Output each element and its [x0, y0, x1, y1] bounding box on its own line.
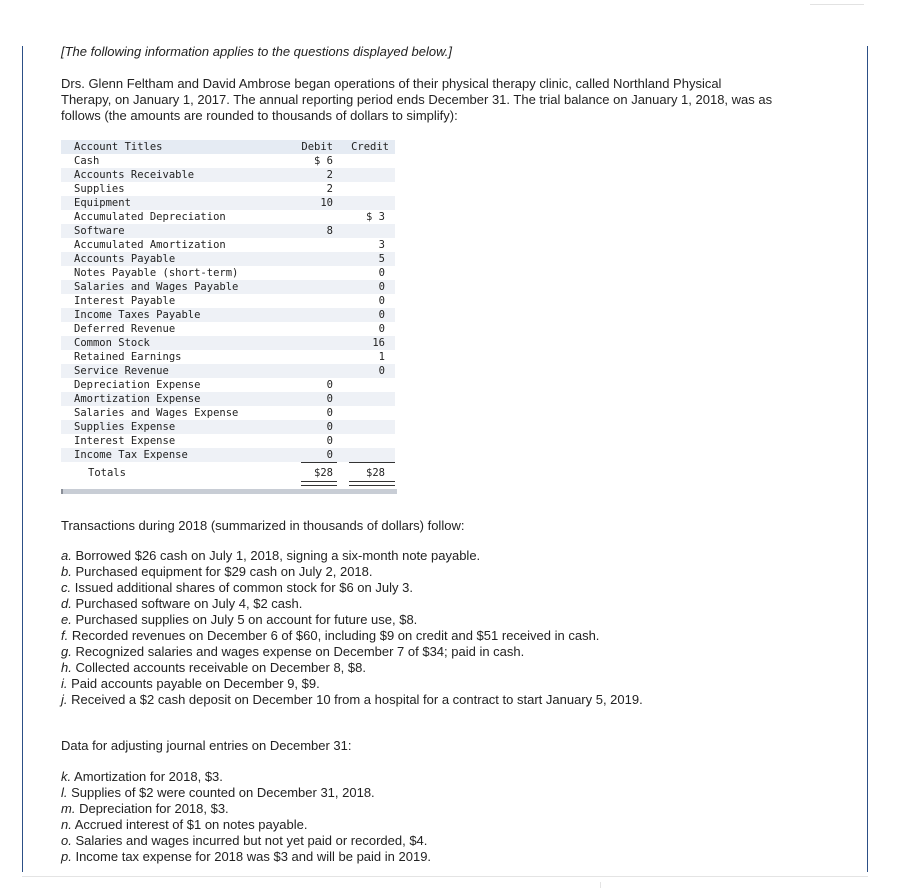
table-row: [61, 364, 395, 378]
item-text: Paid accounts payable on December 9, $9.: [71, 676, 320, 691]
table-row: [61, 168, 395, 182]
list-item: [61, 580, 643, 596]
credit-cell: 0: [378, 365, 385, 377]
account-title-cell: Interest Payable: [74, 295, 176, 307]
totals-debit: $28: [314, 467, 333, 479]
intro-note: [The following information applies to the questions displayed below.]: [61, 44, 452, 59]
adjustments-list: [61, 769, 431, 865]
item-text: Purchased software on July 4, $2 cash.: [75, 596, 303, 611]
list-item: [61, 785, 431, 801]
account-title-cell: Salaries and Wages Expense: [74, 407, 239, 419]
bottom-tick: [600, 882, 601, 888]
account-title-cell: Service Revenue: [74, 365, 169, 377]
item-label: e.: [61, 612, 72, 627]
list-item: [61, 801, 431, 817]
credit-cell: 0: [378, 295, 385, 307]
account-title-cell: Supplies: [74, 183, 125, 195]
credit-cell: 0: [378, 323, 385, 335]
item-text: Collected accounts receivable on December 8, $8.: [75, 660, 366, 675]
item-label: i.: [61, 676, 68, 691]
item-text: Depreciation for 2018, $3.: [79, 801, 229, 816]
problem-paragraph: [61, 76, 831, 124]
frame-left-border: [22, 46, 23, 872]
item-label: b.: [61, 564, 72, 579]
table-row: [61, 238, 395, 252]
table-row: [61, 336, 395, 350]
item-label: j.: [61, 692, 68, 707]
table-row: [61, 210, 395, 224]
list-item: [61, 833, 431, 849]
bottom-divider: [22, 876, 868, 877]
account-title-cell: Common Stock: [74, 337, 150, 349]
table-row: [61, 406, 395, 420]
table-row: [61, 196, 395, 210]
table-row: [61, 350, 395, 364]
list-item: [61, 660, 643, 676]
account-title-cell: Cash: [74, 155, 100, 167]
item-text: Accrued interest of $1 on notes payable.: [74, 817, 308, 832]
credit-cell: 3: [378, 239, 385, 251]
totals-row: [61, 463, 395, 481]
item-label: k.: [61, 769, 72, 784]
table-row: [61, 252, 395, 266]
account-title-cell: Retained Earnings: [74, 351, 182, 363]
list-item: [61, 849, 431, 865]
debit-cell: 10: [320, 197, 333, 209]
item-text: Purchased equipment for $29 cash on July 2, 2018.: [75, 564, 373, 579]
debit-cell: 0: [326, 379, 333, 391]
credit-cell: 1: [378, 351, 385, 363]
item-text: Supplies of $2 were counted on December 31, 2018.: [71, 785, 375, 800]
paragraph-line: follows (the amounts are rounded to thousands of dollars to simplify):: [61, 108, 458, 123]
credit-cell: $ 3: [366, 211, 385, 223]
account-title-cell: Accumulated Amortization: [74, 239, 226, 251]
debit-cell: 0: [326, 449, 333, 461]
account-title-cell: Depreciation Expense: [74, 379, 201, 391]
item-label: l.: [61, 785, 68, 800]
list-item: [61, 548, 643, 564]
item-text: Purchased supplies on July 5 on account for future use, $8.: [75, 612, 418, 627]
account-title-cell: Amortization Expense: [74, 393, 201, 405]
list-item: [61, 644, 643, 660]
account-title-cell: Salaries and Wages Payable: [74, 281, 239, 293]
credit-cell: 16: [372, 337, 385, 349]
item-text: Received a $2 cash deposit on December 10 from a hospital for a contract to start January 5, 2019.: [71, 692, 643, 707]
list-item: [61, 676, 643, 692]
table-row: [61, 378, 395, 392]
credit-cell: 0: [378, 309, 385, 321]
item-label: d.: [61, 596, 72, 611]
item-label: a.: [61, 548, 72, 563]
table-row: [61, 308, 395, 322]
transactions-list: [61, 548, 643, 708]
account-title-cell: Notes Payable (short-term): [74, 267, 239, 279]
item-text: Salaries and wages incurred but not yet paid or recorded, $4.: [75, 833, 428, 848]
account-title-cell: Interest Expense: [74, 435, 176, 447]
item-label: f.: [61, 628, 69, 643]
totals-credit: $28: [366, 467, 385, 479]
table-row: [61, 294, 395, 308]
account-title-cell: Deferred Revenue: [74, 323, 176, 335]
table-row: [61, 224, 395, 238]
item-label: g.: [61, 644, 72, 659]
table-row: [61, 154, 395, 168]
account-title-cell: Accumulated Depreciation: [74, 211, 226, 223]
item-text: Borrowed $26 cash on July 1, 2018, signing a six-month note payable.: [75, 548, 481, 563]
account-title-cell: Supplies Expense: [74, 421, 176, 433]
trial-balance-table: [61, 140, 395, 485]
table-row: [61, 266, 395, 280]
account-title-cell: Equipment: [74, 197, 131, 209]
item-text: Income tax expense for 2018 was $3 and will be paid in 2019.: [75, 849, 432, 864]
list-item: [61, 628, 643, 644]
list-item: [61, 692, 643, 708]
account-title-cell: Income Tax Expense: [74, 449, 188, 461]
adjustments-heading: Data for adjusting journal entries on December 31:: [61, 738, 352, 753]
item-text: Recorded revenues on December 6 of $60, including $9 on credit and $51 received in cash.: [71, 628, 600, 643]
credit-cell: 5: [378, 253, 385, 265]
debit-cell: 0: [326, 435, 333, 447]
list-item: [61, 769, 431, 785]
item-text: Issued additional shares of common stock for $6 on July 3.: [74, 580, 413, 595]
table-scrollbar[interactable]: [61, 489, 397, 494]
debit-cell: 0: [326, 421, 333, 433]
credit-cell: 0: [378, 267, 385, 279]
header-account-titles: Account Titles: [74, 141, 163, 153]
account-title-cell: Income Taxes Payable: [74, 309, 201, 321]
list-item: [61, 596, 643, 612]
totals-label: Totals: [88, 467, 126, 479]
transactions-heading: Transactions during 2018 (summarized in thousands of dollars) follow:: [61, 518, 465, 533]
account-title-cell: Software: [74, 225, 125, 237]
table-row: [61, 420, 395, 434]
header-credit: Credit: [351, 141, 389, 153]
debit-cell: 0: [326, 393, 333, 405]
account-title-cell: Accounts Payable: [74, 253, 176, 265]
credit-cell: 0: [378, 281, 385, 293]
item-label: m.: [61, 801, 76, 816]
totals-double-rule: [61, 481, 395, 485]
trial-balance-header: [61, 140, 395, 154]
table-row: [61, 182, 395, 196]
table-row: [61, 322, 395, 336]
item-label: h.: [61, 660, 72, 675]
frame-right-border: [867, 46, 868, 872]
table-row: [61, 434, 395, 448]
debit-cell: 2: [326, 169, 333, 181]
list-item: [61, 817, 431, 833]
top-divider: [810, 4, 864, 5]
paragraph-line: Drs. Glenn Feltham and David Ambrose began operations of their physical therapy clinic, called Northland Physical: [61, 76, 722, 91]
table-row: [61, 280, 395, 294]
debit-cell: 2: [326, 183, 333, 195]
item-text: Recognized salaries and wages expense on December 7 of $34; paid in cash.: [75, 644, 525, 659]
item-text: Amortization for 2018, $3.: [74, 769, 223, 784]
list-item: [61, 612, 643, 628]
item-label: n.: [61, 817, 72, 832]
table-row: [61, 392, 395, 406]
table-row: [61, 448, 395, 462]
item-label: o.: [61, 833, 72, 848]
item-label: c.: [61, 580, 72, 595]
paragraph-line: Therapy, on January 1, 2017. The annual reporting period ends December 31. The trial balance on January 1, 2018, was as: [61, 92, 773, 107]
account-title-cell: Accounts Receivable: [74, 169, 195, 181]
debit-cell: 0: [326, 407, 333, 419]
debit-cell: 8: [326, 225, 333, 237]
trial-balance-rows: [61, 154, 395, 462]
debit-cell: $ 6: [314, 155, 333, 167]
header-debit: Debit: [301, 141, 333, 153]
list-item: [61, 564, 643, 580]
item-label: p.: [61, 849, 72, 864]
